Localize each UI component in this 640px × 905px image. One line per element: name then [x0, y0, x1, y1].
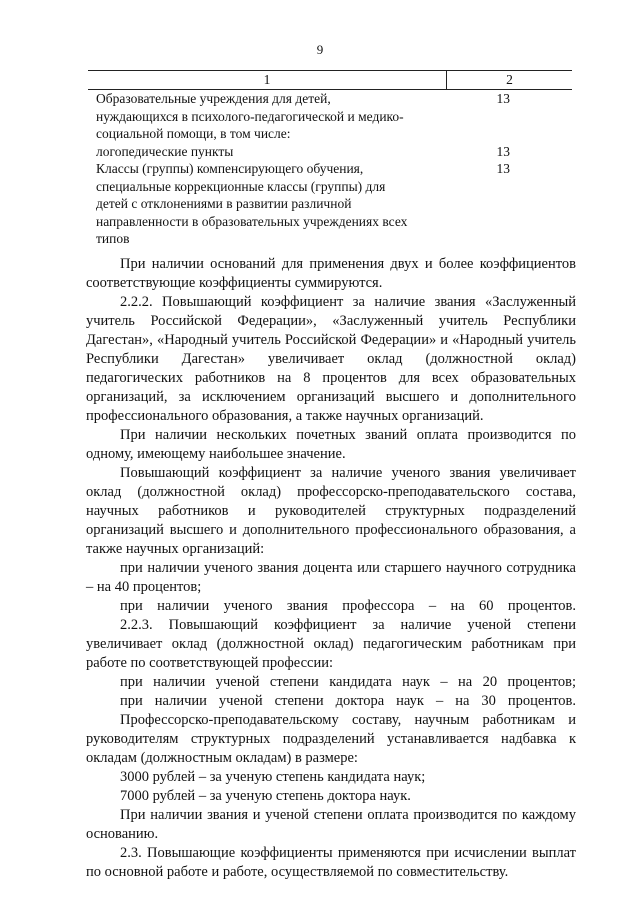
table-cell-value: 13	[496, 143, 510, 159]
table-row	[88, 143, 572, 161]
table-header-row	[88, 71, 572, 90]
table-cell-name: Образовательные учреждения для детей, нуждающихся в психолого-педагогической и медико- социальной помощи, в том числе:	[96, 91, 404, 141]
paragraph: 2.2.3. Повышающий коэффициент за наличие ученой степени увеличивает оклад (должностной оклад) педагогическим работникам при работе по соответствующей профессии:	[86, 617, 576, 671]
body-text	[86, 255, 576, 882]
paragraph: 3000 рублей – за ученую степень кандидата наук;	[120, 769, 426, 785]
paragraph: 7000 рублей – за ученую степень доктора наук.	[120, 788, 411, 804]
paragraph: При наличии звания и ученой степени оплата производится по каждому основанию.	[86, 807, 576, 842]
table-row	[88, 90, 572, 143]
paragraph: При наличии оснований для применения двух и более коэффициентов соответствующие коэффициенты суммируются.	[86, 256, 576, 291]
table-row	[88, 160, 572, 248]
paragraph: при наличии ученой степени доктора наук – на 30 процентов.	[120, 693, 576, 709]
paragraph: Профессорско-преподавательскому составу, научным работникам и руководителям структурных подразделений устанавливается надбавка к окладам (должностным окладам) в размере:	[86, 712, 576, 766]
paragraph: при наличии ученой степени кандидата наук – на 20 процентов;	[120, 674, 576, 690]
paragraph: 2.3. Повышающие коэффициенты применяются при исчислении выплат по основной работе и работе, осуществляемой по совместительству.	[86, 845, 576, 880]
page-number: 9	[316, 42, 324, 57]
paragraph: при наличии ученого звания доцента или старшего научного сотрудника – на 40 процентов;	[86, 560, 576, 595]
paragraph: 2.2.2. Повышающий коэффициент за наличие звания «Заслуженный учитель Российской Федерации», «Заслуженный учитель Республики Дагестан», «Народный учитель Российской Федерации» и «Народный учитель Республики Дагестан» увеличивает оклад (должностной оклад) педагогических работников на 8 процентов для всех образовательных организаций, за исключением организаций высшего и дополнительного профессионального образования, а также научных организаций.	[86, 294, 576, 424]
paragraph: При наличии нескольких почетных званий оплата производится по одному, имеющему наибольшее значение.	[86, 427, 576, 462]
table-cell-name: логопедические пункты	[96, 143, 234, 159]
table-header-col-1: 1	[88, 71, 447, 90]
table-header-col-2: 2	[447, 71, 573, 90]
paragraph: при наличии ученого звания профессора – на 60 процентов.	[120, 598, 576, 614]
coefficient-table	[88, 70, 572, 248]
table-cell-value: 13	[496, 91, 510, 106]
paragraph: Повышающий коэффициент за наличие ученого звания увеличивает оклад (должностной оклад) профессорско-преподавательского состава, научных работников и руководителей структурных подразделений организаций высшего и дополнительного профессионального образования, а также научных организаций:	[86, 465, 576, 557]
table-cell-value: 13	[496, 161, 510, 176]
table-cell-name: Классы (группы) компенсирующего обучения, специальные коррекционные классы (группы) для детей с отклонениями в развитии различной направленности в образовательных учреждениях всех типов	[96, 161, 408, 246]
